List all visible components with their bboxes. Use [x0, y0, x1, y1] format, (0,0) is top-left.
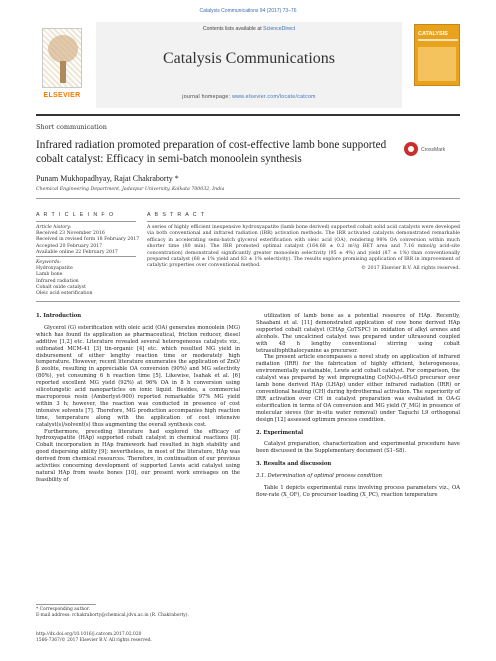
keyword: Oleic acid esterification — [36, 291, 93, 297]
elsevier-tree-icon — [42, 28, 82, 88]
journal-banner — [96, 22, 402, 108]
divider — [147, 221, 460, 222]
paragraph: Catalyst preparation, characterization and experimental procedure have been discussed in the Supplementary document (S1–S8). — [256, 441, 460, 455]
history-item: Received 23 November 2016 — [36, 231, 105, 237]
divider — [36, 301, 460, 302]
issn-line: 1566-7367/© 2017 Elsevier B.V. All rights reserved. — [36, 638, 152, 643]
subsection-heading: 3.1. Determination of optimal process condition — [256, 473, 382, 480]
affiliation: Chemical Engineering Department, Jadavpur University, Kolkata 700032, India — [36, 187, 225, 192]
left-column — [36, 313, 240, 484]
sciencedirect-link[interactable]: ScienceDirect — [263, 26, 296, 32]
keyword: Lamb bone — [36, 272, 63, 278]
journal-reference[interactable]: Catalysis Communications 94 (2017) 73–76 — [199, 8, 297, 14]
right-column — [256, 313, 460, 499]
history-item: Available online 22 February 2017 — [36, 249, 118, 255]
paragraph: The present article encompasses a novel study on application of infrared radiation (IRR) for the fabrication of highly efficient, heterogeneous, environmentally sustainable, Lewis acid cobalt catalyst. For comparison, the catalyst was prepared by wet impregnating Co(NO₃)₂·6H₂O precursor over lamb bone derived HAp (LHAp) under either infrared radiation (IRR) or conventional heating (CH) during hydrothermal activation. The superiority of IRR activation over CH in catalyst preparation was evaluated in OA-G esterification in terms of OA conversion and MG yield (Y_MG) in presence of molecular sieves (for in-situ water removal) under Taguchi L9 orthogonal design [12] assessed optimum process condition. — [256, 354, 460, 423]
divider — [36, 221, 136, 222]
history-item: Accepted 20 February 2017 — [36, 243, 103, 249]
divider — [36, 256, 136, 257]
keywords-label: Keywords: — [36, 260, 61, 265]
article-title: Infrared radiation promoted preparation of cost-effective lamb bone supported cobalt catalyst: Efficacy in semi-batch monoolein synthesis — [36, 139, 387, 165]
paragraph: Furthermore, preceding literature had explored the efficacy of hydroxyapatite (HAp) supported cobalt catalyst in chemical reactions [8]. Cobalt incorporation in HAp framework had resulted in high stability and good dispersing ability [9]; nevertheless, in most of the literature, HAp was derived from chemical resources. Therefore, in continuation of our previous activities concerning development of supported Lewis acid catalyst using natural HAp from waste bones [10], our present work envisages on the feasibility of — [36, 428, 240, 483]
footnote-divider — [36, 604, 96, 605]
abstract-copyright: © 2017 Elsevier B.V. All rights reserved. — [361, 266, 460, 271]
paragraph: utilization of lamb bone as a potential resource of HAp. Recently, Shaabani et al. [11] demonstrated application of cow bone derived HAp supported cobalt catalyst (CHAp_CoTSPC) in oxidation of alkyl arenes and alcohols. The uncalcined catalyst was prepared under ultrasound coupled with 48 h lengthy conventional stirring using cobalt tetrasulfophthalocyanine as precursor. — [256, 313, 460, 354]
doi-link[interactable]: http://dx.doi.org/10.1016/j.catcom.2017.02.020 — [36, 632, 142, 637]
homepage-line — [96, 94, 402, 100]
journal-title: Catalysis Communications — [163, 50, 335, 67]
homepage-prefix: journal homepage: — [182, 94, 233, 100]
header-divider — [36, 114, 460, 116]
crossmark-button[interactable] — [404, 140, 460, 160]
crossmark-label: CrossMark — [421, 147, 446, 153]
article-type: Short communication — [36, 123, 107, 131]
section-heading: 1. Introduction — [36, 313, 82, 319]
history-label: Article history: — [36, 225, 72, 230]
contents-prefix: Contents lists available at — [202, 26, 264, 32]
abstract-text: A series of highly efficient inexpensive hydroxyapatite (lamb bone derived) supported cobalt solid acid catalysts were developed via both conventional and infrared radiation (IRR) activation methods. The IRR activated catalysts demonstrated remarkable efficacy in accelerating semi-batch glycerol esterification with oleic acid (OA), rendering 98% OA conversion within much shorter time (80 min). The IRR promoted optimal catalyst (164.68 ± 0.2 m²/g BET area and 7.16 mmol/g acid-site concentration) demonstrated significantly greater monoolein selectivity (95 ± 4%) and yield (87 ± 1%) than conventionally prepared catalyst (68 ± 1% yield and 83 ± 1% selectivity). The results explore promising application of IRR in improvement of catalytic properties over conventional method. — [147, 225, 460, 269]
history-item: Received in revised form 18 February 2017 — [36, 237, 140, 243]
paragraph: Glycerol (G) esterification with oleic acid (OA) generates monoolein (MG) which has found its application as pharmaceutical, friction reducer, diesel additive [1,2] etc. Literature revealed several heterogeneous catalysts viz., sulfonated MCM-41 [3] tin-organic [4] etc. which resulted MG yield in disbursement of either lengthy reaction time or moderately high temperature. However, recent literature enumerates the application of ZnO/β zeolite, resulting in appreciable OA conversion (90%) and MG selectivity (80%), yet consuming 6 h reaction time [5]. Likewise, Isahak et al. [6] reported excellent MG yield (92%) at 96% OA in 8 h conversion using silicotungstic acid nanoparticles on ionic liquid. Besides, a commercial macroporous resin (Amberlyst-900) reported remarkable 97% MG yield within 3 h; however, the reaction was conducted in presence of cost intensive solvents [7]. Therefore, MG production accompanies high reaction time, temperature along with the application of cost intensive catalyst(s)/solvent(s) thus augmenting the overall synthesis cost. — [36, 324, 240, 428]
keyword: Infrared radiation — [36, 278, 79, 284]
keyword: Cobalt oxide catalyst — [36, 284, 86, 290]
homepage-link[interactable]: www.elsevier.com/locate/catcom — [232, 94, 316, 100]
section-heading: 3. Results and discussion — [256, 461, 332, 468]
cover-title: CATALYSIS — [418, 31, 448, 37]
masthead — [36, 22, 460, 112]
crossmark-icon — [404, 142, 418, 156]
section-heading: 2. Experimental — [256, 429, 304, 436]
journal-cover-image — [414, 24, 460, 86]
email-note[interactable]: E-mail address: rchakraborty@chemical.jdvu.ac.in (R. Chakraborty). — [36, 613, 189, 618]
abstract-heading: A B S T R A C T — [147, 212, 206, 218]
paragraph: Table 1 depicts experimental runs involving process parameters viz., OA flow-rate (X_OF), Co precursor loading (X_PC), reaction temperature — [256, 485, 460, 498]
publisher-name: ELSEVIER — [43, 92, 81, 99]
authors[interactable]: Punam Mukhopadhyay, Rajat Chakraborty * — [36, 174, 179, 183]
keywords — [36, 260, 140, 297]
elsevier-logo — [36, 28, 88, 104]
article-info-heading: A R T I C L E I N F O — [36, 212, 115, 218]
keyword: Hydroxyapatite — [36, 266, 73, 272]
article-history — [36, 225, 140, 256]
contents-line — [96, 26, 402, 32]
divider — [36, 198, 460, 199]
corresponding-note: * Corresponding author. — [36, 607, 90, 612]
